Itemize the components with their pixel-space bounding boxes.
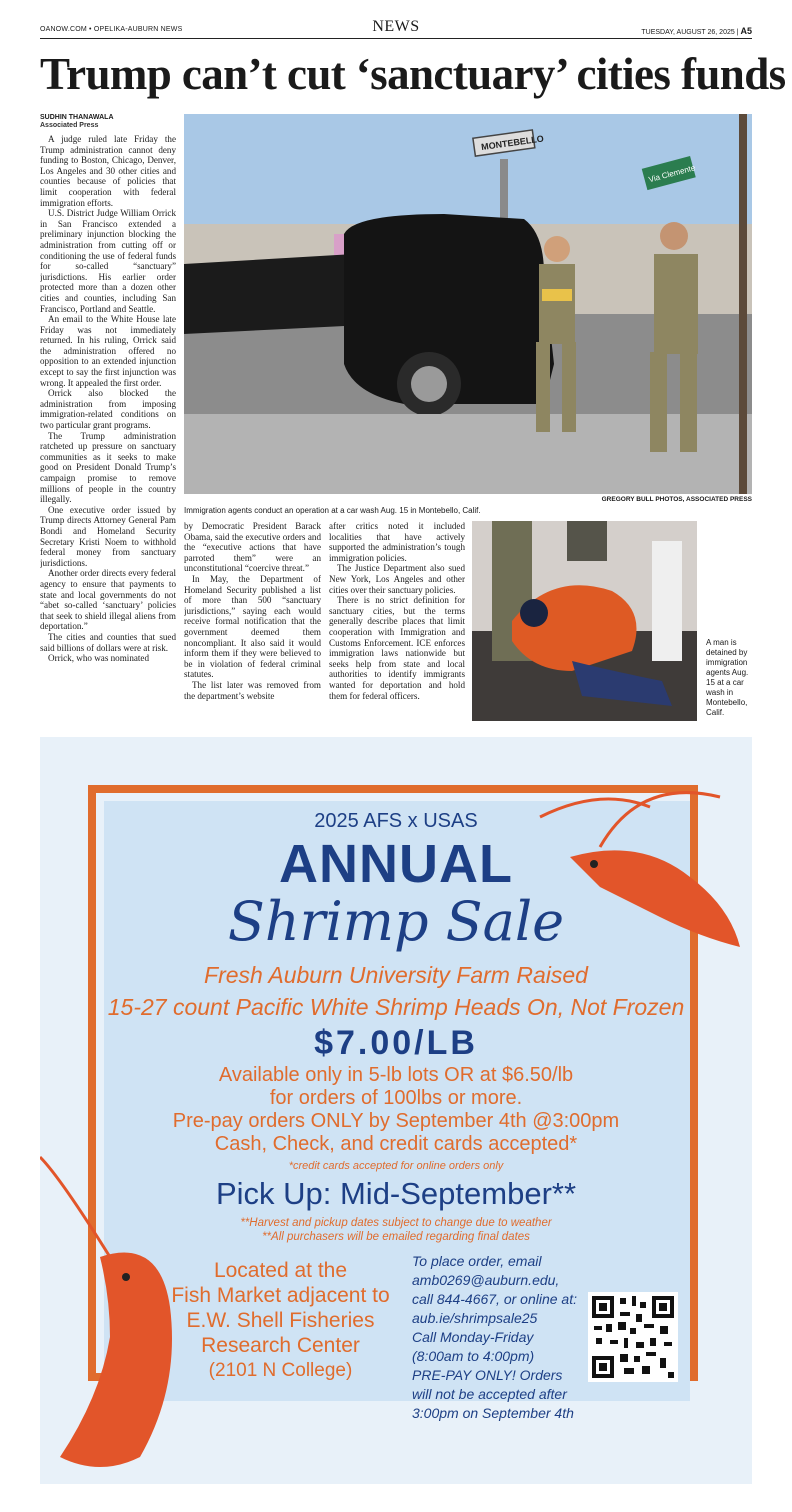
ad-order-line: PRE-PAY ONLY! Orders [412,1367,563,1383]
photo-caption: Immigration agents conduct an operation at a car wash Aug. 15 in Montebello, Calif. [184,506,481,515]
ad-avail-line: Pre-pay orders ONLY by September 4th @3:00pm [172,1110,620,1132]
main-photo [184,114,752,494]
ad-order-line: To place order, email amb0269@auburn.edu, [412,1253,560,1288]
qr-code-graphic [588,1292,678,1382]
issue-date: TUESDAY, AUGUST 26, 2025 [641,29,735,36]
paragraph: The Justice Department also sued New York, Los Angeles and other cities over their sanctuary policies. [329,563,465,595]
ad-location-line: Located at the [213,1259,348,1282]
paragraph: The list later was removed from the department’s website [184,679,321,701]
ad-avail-line: for orders of 100lbs or more. [269,1087,523,1109]
paragraph: after critics noted it included localities that have actively supported the administration’s tough immigration policies. [329,521,465,563]
paragraph: One executive order issued by Trump directs Attorney General Pam Bondi and Homeland Security Secretary Kristi Noem to withhold federal money from sanctuary jurisdictions. [40,504,176,568]
ad-location-line: E.W. Shell Fisheries [186,1309,375,1332]
ad-avail-line: Cash, Check, and credit cards accepted* [214,1133,578,1155]
paragraph: Orrick, who was nominated [48,653,150,664]
ad-order-line: Call Monday-Friday [412,1329,534,1345]
paragraph: There is no strict definition for sanctuary cities, but the terms generally describe places that limit cooperation with Immigration and Customs Enforcement. ICE enforces immigration laws nationwide but seeks help from state and local authorities to identify immigrants wanted for deportation and hold them for federal officers. [329,595,465,701]
paragraph: The Trump administration ratcheted up pressure on sanctuary communities as it seeks to make good on President Donald Trump’s campaign promise to remove millions of people in the country illegally. [40,430,176,505]
header-rule [40,38,752,39]
paragraph: An email to the White House late Friday was not immediately returned. In his ruling, Orrick said the administration offered no opposition to an extended injunction except to say the first injunction was wrong. It appealed the first order. [40,314,176,388]
detention-photo-illustration [472,521,697,721]
paragraph: In May, the Department of Homeland Security published a list of more than 500 “sanctuary jurisdictions,” saying each would receive formal notification that the government deemed them noncompliant. It also said it would inform them if they were believed to be in violation of federal criminal statutes. [184,573,321,680]
ad-location-line: Research Center [201,1334,360,1357]
paragraph: A judge ruled late Friday the Trump administration cannot deny funding to Boston, Chicago, Denver, Los Angeles and 30 other cities and counties because of policies that limit cooperation with federal immigration efforts. [40,134,176,208]
photo-credit: GREGORY BULL PHOTOS, ASSOCIATED PRESS [601,496,752,503]
detention-photo-caption: A man is detained by immigration agents Aug. 15 at a car wash in Montebello, Calif. [706,638,749,717]
byline: SUDHIN THANAWALA [40,114,114,121]
ad-address: (2101 N College) [208,1360,353,1381]
ad-order-line: will not be accepted after [412,1386,567,1402]
paragraph: U.S. District Judge William Orrick in San Francisco extended a preliminary injunction blocking the administration from cutting off or conditioning the use of federal funds for so-called “sanctuary” jurisdictions. His earlier order protected more than a dozen other cities and counties, including San Francisco, Portland and Seattle. [40,208,176,314]
page-number: A5 [740,26,752,36]
ad-order-line: call 844-4667, or online at: [412,1291,577,1307]
montebello-sign: MONTEBELLO [480,133,545,153]
main-photo-illustration [184,114,752,494]
article-column-2 [184,521,321,721]
street-sign: Via Clemente [647,163,697,185]
ad-order-url[interactable]: aub.ie/shrimpsale25 [412,1310,538,1326]
ad-avail-line: Available only in 5-lb lots OR at $6.50/lb [218,1064,574,1086]
ad-subtitle: 2025 AFS x USAS [314,810,478,832]
ad-order-line: (8:00am to 4:00pm) [412,1348,535,1364]
byline-agency: Associated Press [40,122,99,129]
qr-code-icon[interactable] [588,1292,678,1382]
article-column-3 [329,521,465,721]
ad-harvest-line: **Harvest and pickup dates subject to change due to weather [240,1217,552,1229]
ad-location [168,1258,393,1383]
paragraph: The cities and counties that sued said billions of dollars were at risk. [40,631,176,653]
ad-script-title: Shrimp Sale [227,890,565,953]
ad-fresh-line: Fresh Auburn University Farm Raised [204,962,588,988]
section-title: NEWS [372,18,420,35]
detention-photo [472,521,697,721]
date-page: TUESDAY, AUGUST 26, 2025 | A5 [641,26,752,36]
ad-harvest-line: **All purchasers will be emailed regarding final dates [262,1231,530,1243]
ad-count-line: 15-27 count Pacific White Shrimp Heads On, Not Frozen [107,994,685,1020]
paragraph: by Democratic President Barack Obama, said the executive orders and the “executive actions that have parroted them” were an unconstitutional “coercive threat.” [184,521,321,574]
ad-location-line: Fish Market adjacent to [171,1284,390,1307]
paragraph: Another order directs every federal agency to ensure that payments to state and local governments do not “abet so-called ‘sanctuary’ policies that seek to shield illegal aliens from deportation.” [40,568,176,632]
article-column-1 [40,134,176,722]
site-label: OANOW.COM • OPELIKA-AUBURN NEWS [40,26,183,33]
ad-order-line: 3:00pm on September 4th [412,1405,574,1421]
paragraph: Orrick also blocked the administration from imposing immigration-related conditions on two particular grant programs. [40,388,176,431]
ad-pickup: Pick Up: Mid-September** [215,1176,577,1211]
ad-credit-note: *credit cards accepted for online orders only [288,1160,504,1172]
ad-harvest-note [40,1216,752,1244]
ad-price: $7.00/LB [314,1024,478,1062]
headline: Trump can’t cut ‘sanctuary’ cities funds [40,49,786,99]
ad-availability [40,1064,752,1156]
ad-annual: ANNUAL [279,834,513,894]
